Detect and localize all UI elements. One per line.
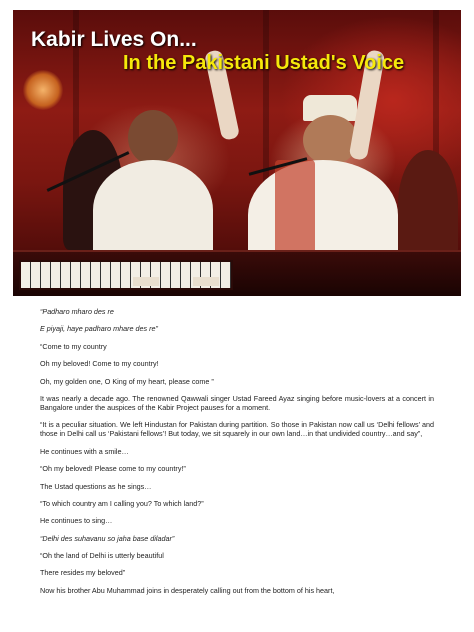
harmonium xyxy=(13,250,461,296)
harmonium-badge xyxy=(133,277,159,286)
lyric-line: Oh my beloved! Come to my country! xyxy=(40,359,159,369)
lyric-line: “Delhi des suhavanu so jaha base diladar” xyxy=(40,533,175,543)
body-paragraph: He continues to sing… xyxy=(40,516,113,526)
singer-right-head xyxy=(303,115,358,165)
musician-silhouette xyxy=(398,150,458,260)
body-paragraph: “It is a peculiar situation. We left Hindustan for Pakistan during partition. So those in Pakistan now call us ‘Delhi fellows’ and those in Delhi call us ‘Pakistani fellows’! But today, we sit squarely in our own land…in that undivided country…and say”, xyxy=(40,420,434,439)
singer-left-head xyxy=(128,110,178,165)
body-paragraph: The Ustad questions as he sings… xyxy=(40,481,152,491)
body-paragraph: It was nearly a decade ago. The renowned Qawwali singer Ustad Fareed Ayaz singing before music-lovers at a concert in Bangalore under the auspices of the Kabir Project pauses for a moment. xyxy=(40,393,434,412)
lyric-line: “Come to my country xyxy=(40,341,107,351)
headline-secondary: In the Pakistani Ustad's Voice xyxy=(123,52,405,74)
lyric-line: “Oh the land of Delhi is utterly beautiful xyxy=(40,551,164,561)
lyric-line: There resides my beloved” xyxy=(40,568,126,578)
harmonium-badge xyxy=(193,277,219,286)
body-paragraph: Now his brother Abu Muhammad joins in desperately calling out from the bottom of his heart, xyxy=(40,585,335,595)
stage-light xyxy=(23,70,63,110)
lyric-line: “To which country am I calling you? To which land?” xyxy=(40,498,204,508)
lyric-line: E piyaji, haye padharo mhare des re” xyxy=(40,324,158,334)
article-body xyxy=(40,307,434,603)
body-paragraph: He continues with a smile… xyxy=(40,446,129,456)
singer-left-body xyxy=(93,160,213,260)
lyric-line: “Oh my beloved! Please come to my country!” xyxy=(40,464,186,474)
lyric-line: “Padharo mharo des re xyxy=(40,307,114,316)
header-photo xyxy=(13,10,461,296)
lyric-line: Oh, my golden one, O King of my heart, please come ” xyxy=(40,376,214,386)
headline-primary: Kabir Lives On... xyxy=(31,28,197,51)
